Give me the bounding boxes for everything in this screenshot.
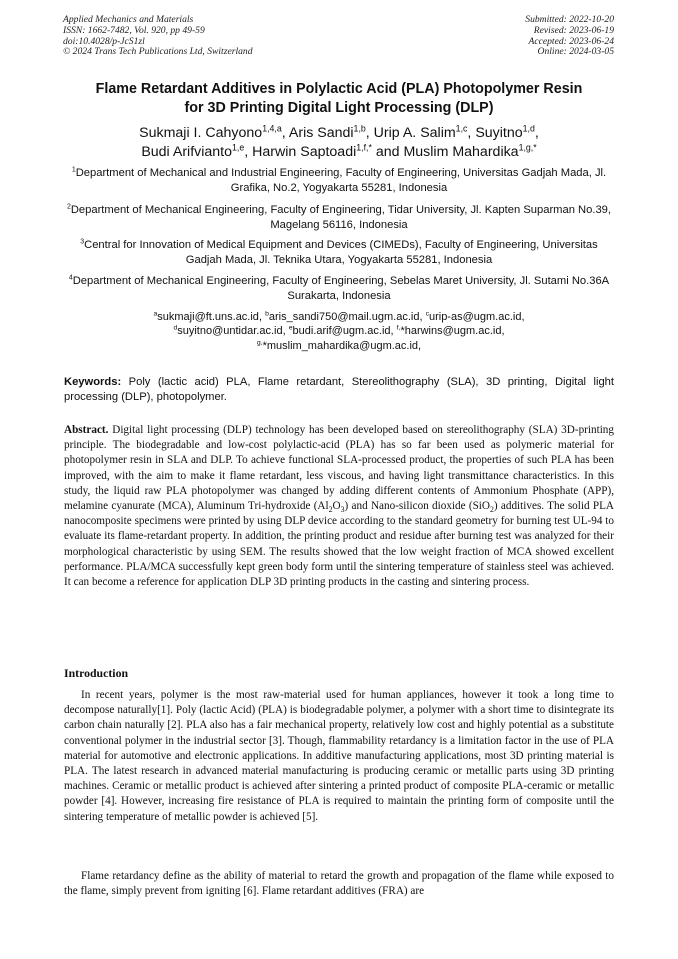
author-sep: , [365, 125, 374, 141]
author-affil-sup: 1,4,a [262, 123, 282, 134]
author-affil-sup: 1,c [455, 123, 468, 134]
doi-line: doi:10.4028/p-JcS1zl [63, 35, 145, 47]
keywords-label: Keywords: [64, 376, 122, 388]
author-sep: , [281, 125, 289, 141]
email-link[interactable]: *harwins@ugm.ac.id [400, 325, 502, 338]
abstract-subscript: 3 [340, 505, 345, 515]
email-line-1: $^a$sukmaji@ft.uns.ac.id, $^b$aris_sandi750@mail.ugm.ac.id, $^c$urip-as@ugm.ac.id, [153, 310, 525, 323]
email-link[interactable]: *muslim_mahardika@ugm.ac.id [262, 339, 419, 352]
introduction-heading: Introduction [64, 666, 129, 680]
author-line-2 [40, 143, 638, 162]
affiliation-1 [62, 166, 616, 197]
email-link[interactable]: suyitno@untidar.ac.id [177, 325, 283, 338]
revised-date: Revised: 2023-06-19 [533, 24, 614, 36]
abstract-block [64, 423, 614, 590]
abstract-label: Abstract. [64, 424, 109, 436]
submitted-date: Submitted: 2022-10-20 [525, 14, 614, 25]
abstract-text: Digital light processing (DLP) technology has been developed based on stereolithography (SLA) 3D-printing principle. The biodegradable and low-cost polylactic-acid (PLA) has so far been used as polymeric material for photopolymer resin in SLA and DLP. To achieve functional SLA-processed product, the properties of such PLA has been improved, with the aim to make it flame retardant, less viscous, and having light transmittance characteristics. In this study, the liquid raw PLA photopolymer was changed by adding different contents of Ammonium Phosphate (APP), melamine cyanurate (MCA), Aluminum Tri-hydroxide (Al [64, 424, 614, 513]
author-affil-sup: 1,g,* [518, 142, 537, 153]
author-name: Aris Sandi [288, 125, 354, 141]
abstract-subscript: 2 [328, 505, 333, 515]
email-list [62, 310, 616, 353]
affiliation-sup: 1 [71, 166, 76, 174]
affiliation-sup: 3 [80, 238, 85, 246]
accepted-date: Accepted: 2023-06-24 [528, 35, 614, 47]
abstract-text: ) additives. The solid PLA nanocomposite specimens were printed by using DLP device according to the standard geometry for burning test UL-94 to evaluate its flame-retardant property. In addition, the printing product and residue after burning test was analyzed for their morphological characteristic by using SEM. The results showed that the low weight fraction of MCA showed excellent performance. PLA/MCA successfully kept green body form until the sintering temperature of stainless steel was achieved. It can become a reference for application DLP 3D printing products in the casting and sintering process. [64, 500, 614, 589]
author-name: Urip A. Salim [373, 125, 456, 141]
author-line-1 [40, 124, 638, 143]
author-affil-sup: 1,b [353, 123, 366, 134]
author-affil-sup: 1,e [232, 142, 245, 153]
affiliation-2 [62, 203, 616, 234]
author-sep: , [534, 125, 539, 141]
author-name: Muslim Mahardika [403, 144, 519, 160]
email-line-2: $^d$suyitno@untidar.ac.id, $^e$budi.arif@ugm.ac.id, $^{f,}$*harwins@ugm.ac.id, [173, 324, 505, 338]
email-link[interactable]: budi.arif@ugm.ac.id [292, 325, 391, 338]
affiliation-text: Department of Mechanical and Industrial Engineering, Faculty of Engineering, Universitas Gadjah Mada, Jl. Grafika, No.2, Yogyakarta 55281, Indonesia [75, 167, 607, 195]
affiliation-text: Central for Innovation of Medical Equipment and Devices (CIMEDs), Faculty of Engineering, Universitas Gadjah Mada, Jl. Teknika Utara, Yogyakarta 55281, Indonesia [84, 239, 598, 267]
author-affil-sup: 1,d [522, 123, 535, 134]
author-list [40, 124, 638, 162]
keywords-text: Poly (lactic acid) PLA, Flame retardant, Stereolithography (SLA), 3D printing, Digital light processing (DLP), photopolymer. [64, 376, 614, 403]
author-sep: , [467, 125, 476, 141]
journal-name: Applied Mechanics and Materials [63, 14, 194, 25]
email-line-3: $^{g,}$*muslim_mahardika@ugm.ac.id, [256, 338, 422, 352]
title-line-1: Flame Retardant Additives in Polylactic Acid (PLA) Photopolymer Resin [95, 81, 583, 97]
author-name: Sukmaji I. Cahyono [139, 125, 263, 141]
journal-header [63, 15, 253, 58]
issn-line: ISSN: 1662-7482, Vol. 920, pp 49-59 [63, 24, 205, 36]
email-link[interactable]: urip-as@ugm.ac.id [428, 311, 522, 323]
intro-paragraph-2: Flame retardancy define as the ability of material to retard the growth and propagation of the flame while exposed to the flame, simply prevent from igniting [6]. Flame retardant additives (FRA) are [64, 870, 614, 898]
affiliation-3 [62, 238, 616, 269]
author-name: Budi Arifvianto [141, 144, 233, 160]
abstract-subscript: 2 [489, 505, 494, 515]
author-name: Suyitno [475, 125, 523, 141]
keywords-block [64, 375, 614, 404]
author-affil-sup: 1,f,* [356, 142, 372, 153]
email-link[interactable]: aris_sandi750@mail.ugm.ac.id [268, 311, 420, 323]
intro-paragraph-1: In recent years, polymer is the most raw-material used for human appliances, however it took a long time to decompose naturally[1]. Poly (lactic Acid) (PLA) is biodegradable polymer, a polymer with a short time to disintegrate its carbon chain naturally [2]. PLA also has a fair mechanical property, relatively low cost and highly potential as a substitute conventional polymer in the industrial sector [3]. Though, flammability retardancy is a limitation factor in the use of PLA material for automotive and electronic applications. In additive manufacturing applications, most 3D printing material is PLA. The latest research in advanced material manufacturing is producing ceramic or metallic parts using 3D printing machines. Ceramic or metallic product is achieved after sintering a printed product of composite PLA-ceramic or metallic powder [4]. However, increasing fire resistance of PLA is required to maintain the printing form of composite until the sintering temperature of metallic powder is achieved [5]. [64, 689, 614, 823]
email-link[interactable]: sukmaji@ft.uns.ac.id [157, 311, 259, 323]
affiliation-text: Department of Mechanical Engineering, Faculty of Engineering, Sebelas Maret University, Jl. Sutami No.36A Surakarta, Indonesia [72, 275, 610, 303]
dates-header [525, 15, 614, 58]
title-line-2: for 3D Printing Digital Light Processing (DLP) [184, 100, 494, 116]
paper-title [40, 80, 638, 118]
author-sep: and [371, 144, 404, 160]
affiliation-4 [62, 274, 616, 305]
author-name: Harwin Saptoadi [252, 144, 357, 160]
affiliation-sup: 2 [66, 203, 71, 211]
online-date: Online: 2024-03-05 [537, 46, 614, 58]
affiliation-text: Department of Mechanical Engineering, Faculty of Engineering, Tidar University, Jl. Kapten Suparman No.39, Magelang 56116, Indonesia [70, 204, 612, 232]
affiliation-sup: 4 [68, 274, 73, 282]
author-sep: , [244, 144, 253, 160]
abstract-text: ) and Nano-silicon dioxide (SiO [344, 500, 490, 513]
abstract-text: O [332, 500, 341, 513]
copyright-line: © 2024 Trans Tech Publications Ltd, Switzerland [63, 46, 253, 58]
